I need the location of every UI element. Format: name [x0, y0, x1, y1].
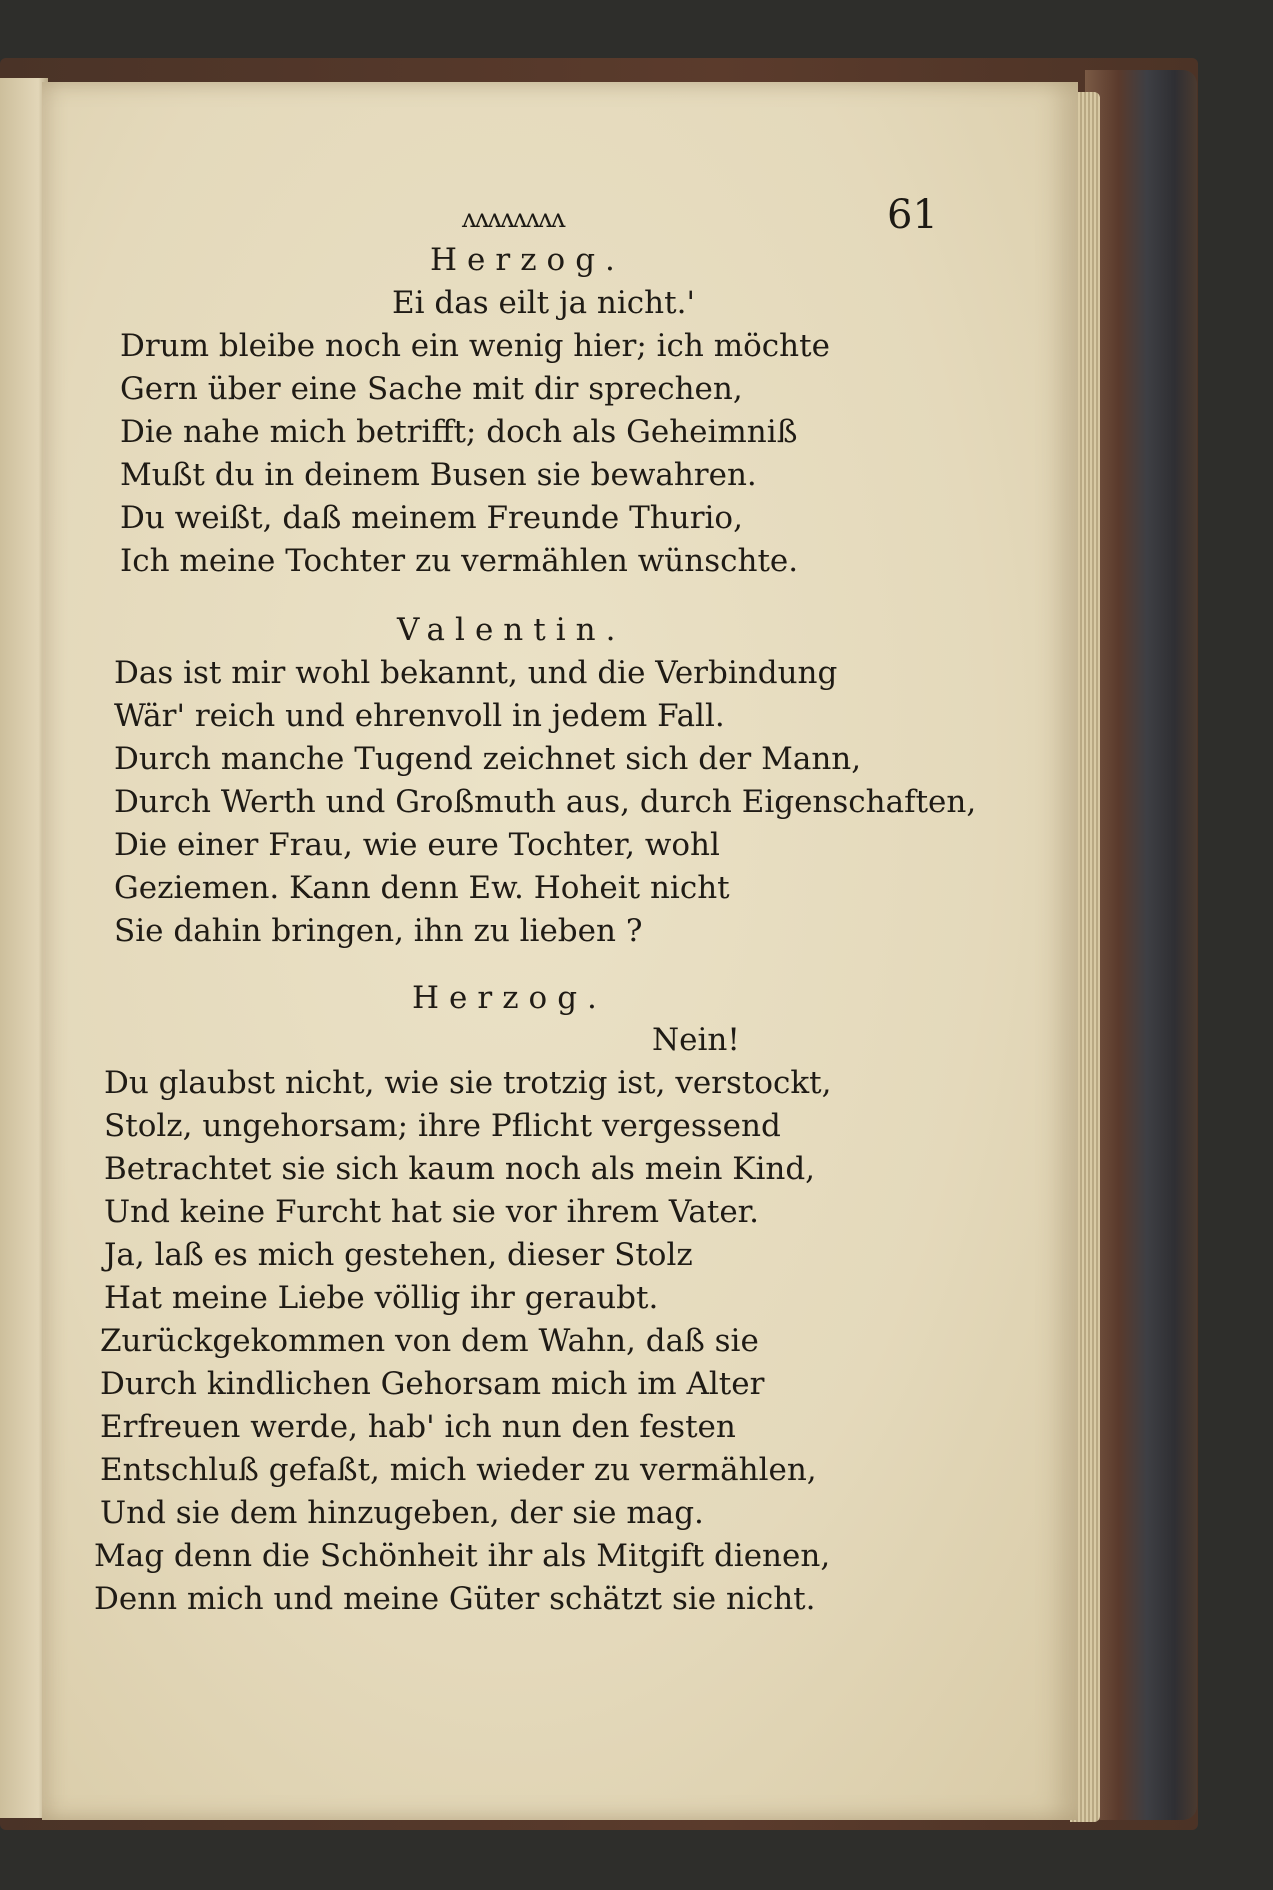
- verse-line: Die einer Frau, wie eure Tochter, wohl: [114, 827, 720, 863]
- facing-page-edge: [0, 78, 48, 1818]
- verse-line: Betrachtet sie sich kaum noch als mein Kind,: [104, 1151, 816, 1187]
- speaker-heading: Herzog.: [412, 980, 607, 1016]
- book-page: [42, 82, 1078, 1820]
- book-spine: [1085, 70, 1197, 1820]
- verse-line: Sie dahin bringen, ihn zu lieben ?: [114, 913, 643, 949]
- verse-line: Stolz, ungehorsam; ihre Pflicht vergessend: [104, 1108, 781, 1144]
- page-number: 61: [887, 192, 938, 238]
- verse-line: Drum bleibe noch ein wenig hier; ich möchte: [120, 328, 830, 364]
- play-text: [42, 82, 1078, 1820]
- verse-line: Du weißt, daß meinem Freunde Thurio,: [120, 500, 743, 536]
- speaker-heading: Herzog.: [430, 242, 625, 278]
- verse-line: Und keine Furcht hat sie vor ihrem Vater.: [104, 1194, 759, 1230]
- verse-line: Zurückgekommen von dem Wahn, daß sie: [100, 1323, 759, 1359]
- speaker-heading: Valentin.: [397, 612, 626, 648]
- verse-line: Entschluß gefaßt, mich wieder zu vermählen,: [100, 1452, 817, 1488]
- verse-line: Durch kindlichen Gehorsam mich im Alter: [100, 1366, 765, 1402]
- verse-line: Ich meine Tochter zu vermählen wünschte.: [120, 543, 799, 579]
- verse-line: Erfreuen werde, hab' ich nun den festen: [100, 1409, 736, 1445]
- verse-line: Wär' reich und ehrenvoll in jedem Fall.: [114, 698, 725, 734]
- verse-line: Nein!: [652, 1022, 740, 1058]
- verse-line: Geziemen. Kann denn Ew. Hoheit nicht: [114, 870, 730, 906]
- verse-line: Mußt du in deinem Busen sie bewahren.: [120, 457, 757, 493]
- verse-line: Ja, laß es mich gestehen, dieser Stolz: [104, 1237, 693, 1273]
- verse-line: Durch manche Tugend zeichnet sich der Mann,: [114, 741, 862, 777]
- header-ornament: ʌʌʌʌʌʌʌʌ: [462, 204, 564, 234]
- verse-line: Die nahe mich betrifft; doch als Geheimniß: [120, 414, 798, 450]
- verse-line: Du glaubst nicht, wie sie trotzig ist, verstockt,: [104, 1065, 832, 1101]
- verse-line: Hat meine Liebe völlig ihr geraubt.: [104, 1280, 659, 1316]
- verse-line: Ei das eilt ja nicht.': [392, 285, 695, 321]
- verse-line: Das ist mir wohl bekannt, und die Verbindung: [114, 655, 838, 691]
- verse-line: Und sie dem hinzugeben, der sie mag.: [100, 1495, 704, 1531]
- verse-line: Durch Werth und Großmuth aus, durch Eigenschaften,: [114, 784, 977, 820]
- verse-line: Denn mich und meine Güter schätzt sie nicht.: [94, 1581, 816, 1617]
- verse-line: Gern über eine Sache mit dir sprechen,: [120, 371, 743, 407]
- verse-line: Mag denn die Schönheit ihr als Mitgift dienen,: [94, 1538, 831, 1574]
